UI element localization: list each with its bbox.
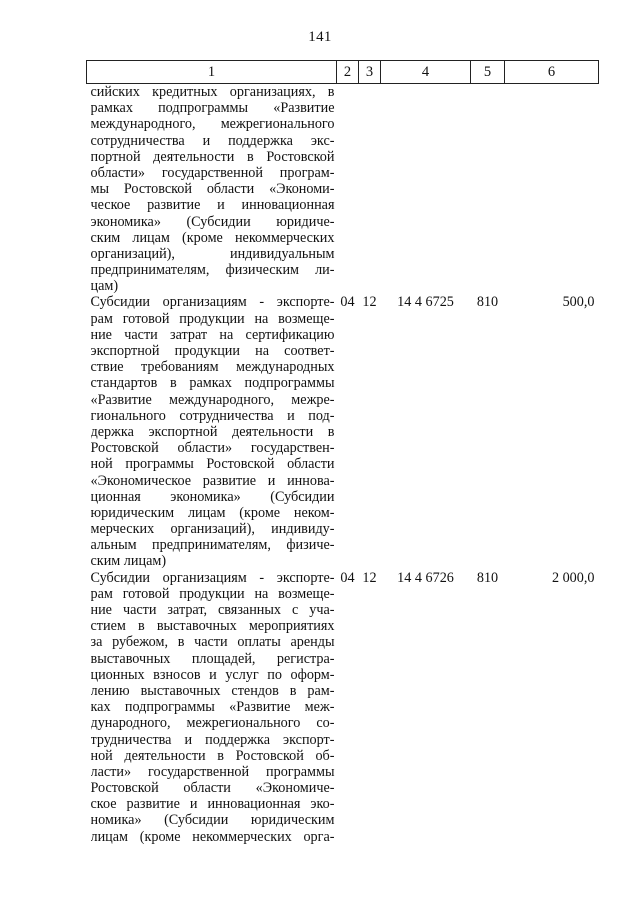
header-col-4: 4 [381, 61, 471, 84]
description-line: ной программы Ростовской области [90, 456, 335, 473]
description-line: гионального сотрудничества и под- [90, 407, 335, 424]
subsection-code: 12 [362, 294, 377, 311]
description-line: «Экономическое развитие и иннова- [90, 472, 335, 489]
description-line: цам) [90, 278, 119, 295]
section-code: 04 [340, 294, 355, 311]
description-line: ское развитие и инновационная эко- [90, 796, 335, 813]
header-col-1: 1 [87, 61, 337, 84]
description-line: Ростовской области «Экономиче- [90, 780, 335, 797]
description-line: сотрудничества и поддержка экс- [90, 132, 335, 149]
description-line: дународного, межрегионального со- [90, 715, 335, 732]
description-line: альным предпринимателям, физиче- [90, 537, 335, 554]
header-col-3: 3 [359, 61, 381, 84]
description-line: лению выставочных стендов в рам- [90, 682, 335, 699]
description-line: экспортной продукции на соответ- [90, 343, 335, 359]
expense-type-code: 810 [476, 569, 499, 586]
description-line: ционная экономика» (Субсидии [90, 488, 335, 505]
description-line: ческое развитие и инновационная [90, 197, 335, 214]
table-row [87, 570, 599, 845]
description-line: мы Ростовской области «Экономи- [90, 181, 335, 198]
table-row-continuation [87, 84, 599, 295]
table-row [87, 294, 599, 569]
table-header [87, 61, 599, 84]
header-col-2: 2 [337, 61, 359, 84]
description-line: ках подпрограммы «Развитие меж- [90, 699, 335, 716]
target-article-code: 14 4 6725 [397, 294, 454, 311]
description-line: лицам (кроме некоммерческих орга- [90, 828, 335, 845]
description-line: мерческих организаций), индивиду- [90, 521, 335, 538]
description-line: Субсидии организациям - экспорте- [90, 569, 335, 586]
description-line: сийских кредитных организациях, в [90, 84, 335, 100]
description-line: номика» (Субсидии юридическим [90, 812, 335, 829]
description-line: организаций), индивидуальным [90, 245, 335, 262]
description-line: предпринимателям, физическим ли- [90, 262, 335, 279]
section-code: 04 [340, 569, 355, 586]
description-line: юридическим лицам (кроме неком- [90, 504, 335, 521]
header-row [87, 61, 599, 84]
description-line: Субсидии организациям - экспорте- [90, 294, 335, 311]
description-line: ским лицам) [90, 553, 167, 570]
page-number: 141 [308, 29, 332, 45]
description-line: рам готовой продукции на возмеще- [90, 585, 335, 602]
description-line: международного, межрегионального [90, 116, 335, 133]
amount-value: 500,0 [562, 294, 595, 311]
description-line: за рубежом, в части оплаты аренды [90, 634, 335, 651]
description-line: ским лицам (кроме некоммерческих [90, 229, 335, 246]
description-line: ние части затрат на сертификацию [90, 326, 335, 343]
description-line: портной деятельности в Ростовской [90, 148, 335, 165]
amount-value: 2 000,0 [551, 569, 595, 586]
header-col-5: 5 [471, 61, 505, 84]
expense-type-code: 810 [476, 294, 499, 311]
description-line: держка экспортной деятельности в [90, 423, 335, 440]
description-line: области» государственной програм- [90, 164, 335, 181]
description-line: ласти» государственной программы [90, 763, 335, 780]
row-description [87, 84, 337, 295]
target-article-code: 14 4 6726 [397, 569, 454, 586]
description-line: трудничества и поддержка экспорт- [90, 731, 335, 748]
description-line: стием в выставочных мероприятиях [90, 618, 335, 635]
description-line: рамках подпрограммы «Развитие [90, 100, 335, 117]
row-description [87, 570, 337, 845]
description-line: ние части затрат, связанных с уча- [90, 602, 335, 618]
description-line: ционных взносов и услуг по оформ- [90, 666, 335, 683]
budget-table [86, 60, 599, 845]
description-line: ствие требованиям международных [90, 359, 335, 376]
description-line: Ростовской области» государствен- [90, 440, 335, 457]
description-line: стандартов в рамках подпрограммы [90, 375, 335, 392]
subsection-code: 12 [362, 569, 377, 586]
row-description [87, 294, 337, 569]
description-line: «Развитие международного, межре- [90, 391, 335, 408]
description-line: ной деятельности в Ростовской об- [90, 747, 335, 764]
description-line: экономика» (Субсидии юридиче- [90, 213, 335, 230]
description-line: рам готовой продукции на возмеще- [90, 310, 335, 327]
header-col-6: 6 [505, 61, 599, 84]
description-line: выставочных площадей, регистра- [90, 650, 335, 667]
